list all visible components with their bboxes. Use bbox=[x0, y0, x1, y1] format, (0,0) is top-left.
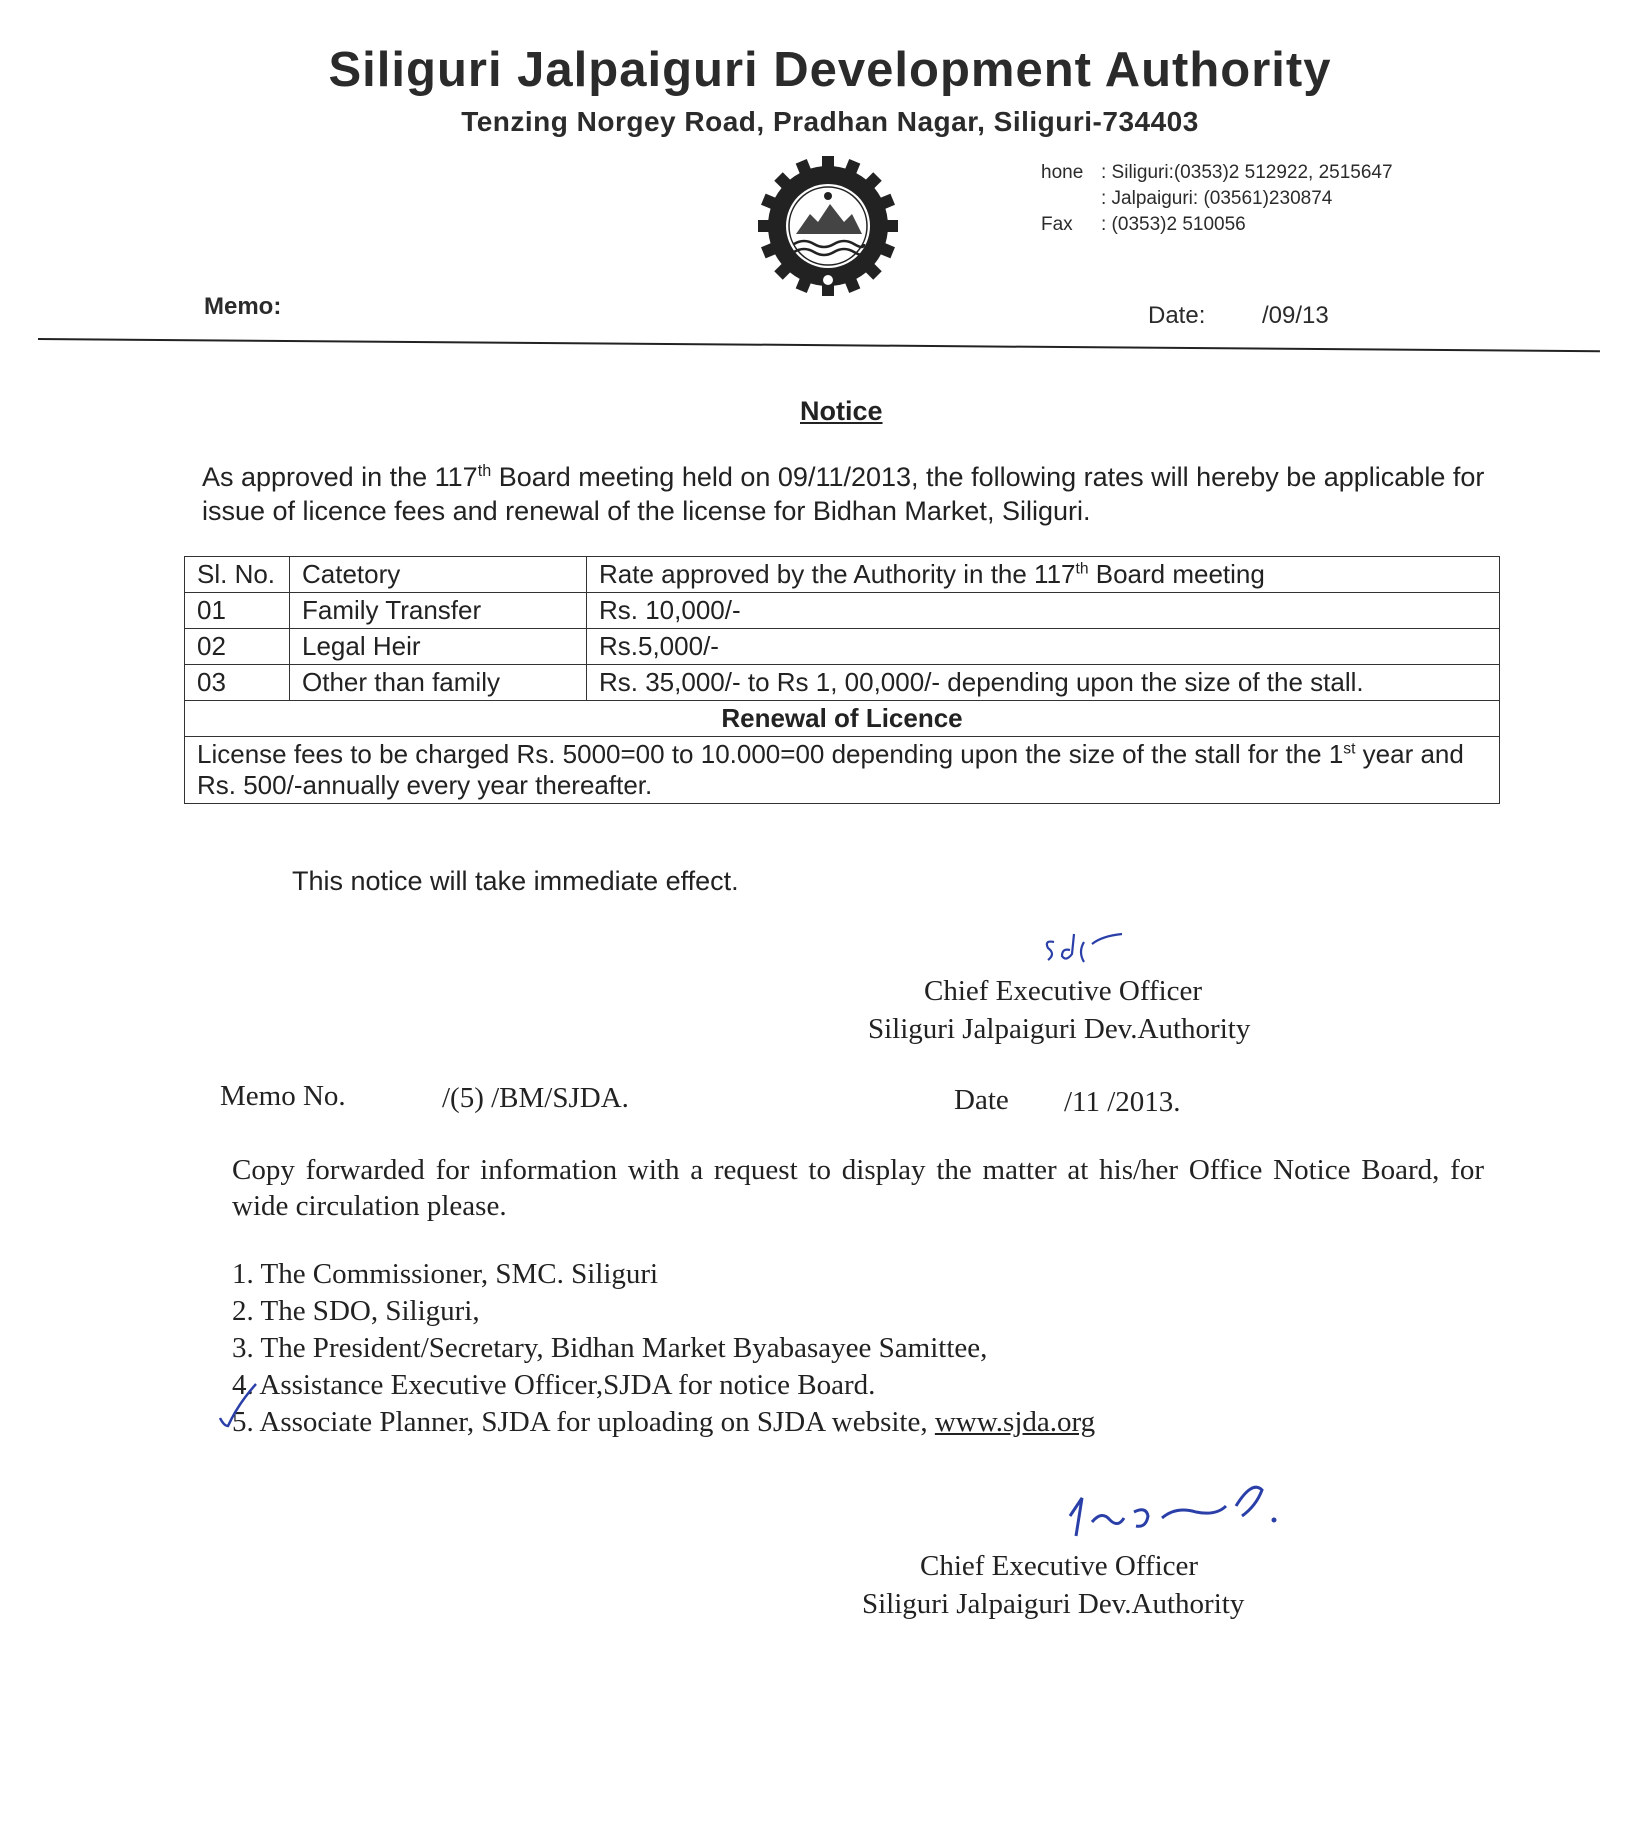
memo-label: Memo: bbox=[204, 293, 282, 320]
sjda-seal-logo bbox=[758, 156, 898, 296]
header-rate-b: Board meeting bbox=[1088, 559, 1265, 589]
list-item bbox=[232, 1404, 1095, 1441]
recipient-list bbox=[232, 1256, 1095, 1441]
org-name: Siliguri Jalpaiguri Development Authority bbox=[328, 43, 1332, 97]
renewal-heading-row bbox=[185, 701, 1500, 737]
signature-scribble bbox=[1066, 1476, 1286, 1556]
header-divider bbox=[38, 338, 1600, 352]
table-row bbox=[185, 593, 1500, 629]
renewal-title: Renewal of Licence bbox=[185, 701, 1500, 737]
memo-number-label: Memo No. bbox=[220, 1080, 346, 1112]
header-rate-a: Rate approved by the Authority in the 117 bbox=[599, 559, 1076, 589]
notice-intro bbox=[202, 460, 1502, 528]
contact-label bbox=[1041, 186, 1101, 212]
signatory-title-1: Chief Executive Officer bbox=[924, 975, 1203, 1007]
table-row bbox=[185, 629, 1500, 665]
signatory-org-2: Siliguri Jalpaiguri Dev.Authority bbox=[862, 1588, 1245, 1620]
intro-text-b: Board meeting held on 09/11/2013, the following rates will hereby be applicable for issue of licence fees and renewal of the license for Bidhan Market, Siliguri. bbox=[202, 462, 1485, 526]
signature-sd-scribble bbox=[1040, 922, 1130, 970]
cell-category: Other than family bbox=[290, 665, 587, 701]
renewal-text bbox=[185, 737, 1500, 804]
memo-number-value: /(5) /BM/SJDA. bbox=[442, 1082, 629, 1114]
memo-date-value: /11 /2013. bbox=[1064, 1086, 1181, 1118]
list-item: 4. Assistance Executive Officer,SJDA for notice Board. bbox=[232, 1369, 876, 1401]
table-row bbox=[185, 665, 1500, 701]
cell-rate: Rs. 35,000/- to Rs 1, 00,000/- depending upon the size of the stall. bbox=[587, 665, 1500, 701]
date-value: /09/13 bbox=[1262, 302, 1329, 329]
cell-sl: 02 bbox=[185, 629, 290, 665]
renewal-text-a: License fees to be charged Rs. 5000=00 to 10.000=00 depending upon the size of the stall for the 1 bbox=[197, 739, 1344, 769]
header-rate bbox=[587, 557, 1500, 593]
header-rate-sup: th bbox=[1075, 560, 1089, 578]
renewal-sup: st bbox=[1343, 740, 1356, 758]
contact-label: hone bbox=[1041, 162, 1084, 183]
list-item: 3. The President/Secretary, Bidhan Market Byabasayee Samittee, bbox=[232, 1332, 988, 1364]
cell-rate: Rs. 10,000/- bbox=[587, 593, 1500, 629]
copy-forwarded-text: Copy forwarded for information with a request to display the matter at his/her Office Notice Board, for wide circulation please. bbox=[232, 1154, 1484, 1222]
table-header-row bbox=[185, 557, 1500, 593]
notice-title: Notice bbox=[800, 396, 883, 426]
website-link[interactable]: www.sjda.org bbox=[934, 1406, 1096, 1438]
intro-sup: th bbox=[477, 462, 492, 480]
renewal-text-b: year and Rs. 500/-annually every year thereafter. bbox=[197, 739, 1464, 800]
effect-statement: This notice will take immediate effect. bbox=[292, 866, 739, 896]
contact-value: : Jalpaiguri: (03561)230874 bbox=[1101, 188, 1333, 209]
signatory-org-1: Siliguri Jalpaiguri Dev.Authority bbox=[868, 1013, 1251, 1045]
cell-category: Legal Heir bbox=[290, 629, 587, 665]
contact-label: Fax bbox=[1041, 214, 1073, 235]
list-item: 2. The SDO, Siliguri, bbox=[232, 1295, 480, 1327]
cell-rate: Rs.5,000/- bbox=[587, 629, 1500, 665]
header-sl: Sl. No. bbox=[185, 557, 290, 593]
cell-sl: 03 bbox=[185, 665, 290, 701]
contact-value: : Siliguri:(0353)2 512922, 2515647 bbox=[1101, 162, 1393, 183]
memo-date-label: Date bbox=[954, 1084, 1009, 1116]
contact-row bbox=[1041, 186, 1393, 212]
contact-value: : (0353)2 510056 bbox=[1101, 214, 1246, 235]
list-item-text: 5. Associate Planner, SJDA for uploading on SJDA website, bbox=[232, 1406, 935, 1438]
cell-sl: 01 bbox=[185, 593, 290, 629]
header-category: Catetory bbox=[290, 557, 587, 593]
list-item: 1. The Commissioner, SMC. Siliguri bbox=[232, 1258, 659, 1290]
signatory-title-2: Chief Executive Officer bbox=[920, 1550, 1199, 1582]
contact-row bbox=[1041, 160, 1393, 186]
contact-row bbox=[1041, 212, 1393, 238]
checkmark-icon bbox=[216, 1380, 260, 1432]
cell-category: Family Transfer bbox=[290, 593, 587, 629]
org-address: Tenzing Norgey Road, Pradhan Nagar, Siliguri-734403 bbox=[461, 106, 1199, 137]
renewal-text-row bbox=[185, 737, 1500, 804]
contact-block bbox=[1041, 160, 1393, 238]
rates-table bbox=[184, 556, 1500, 804]
date-label: Date: bbox=[1148, 302, 1206, 329]
intro-text-a: As approved in the 117 bbox=[202, 462, 478, 492]
